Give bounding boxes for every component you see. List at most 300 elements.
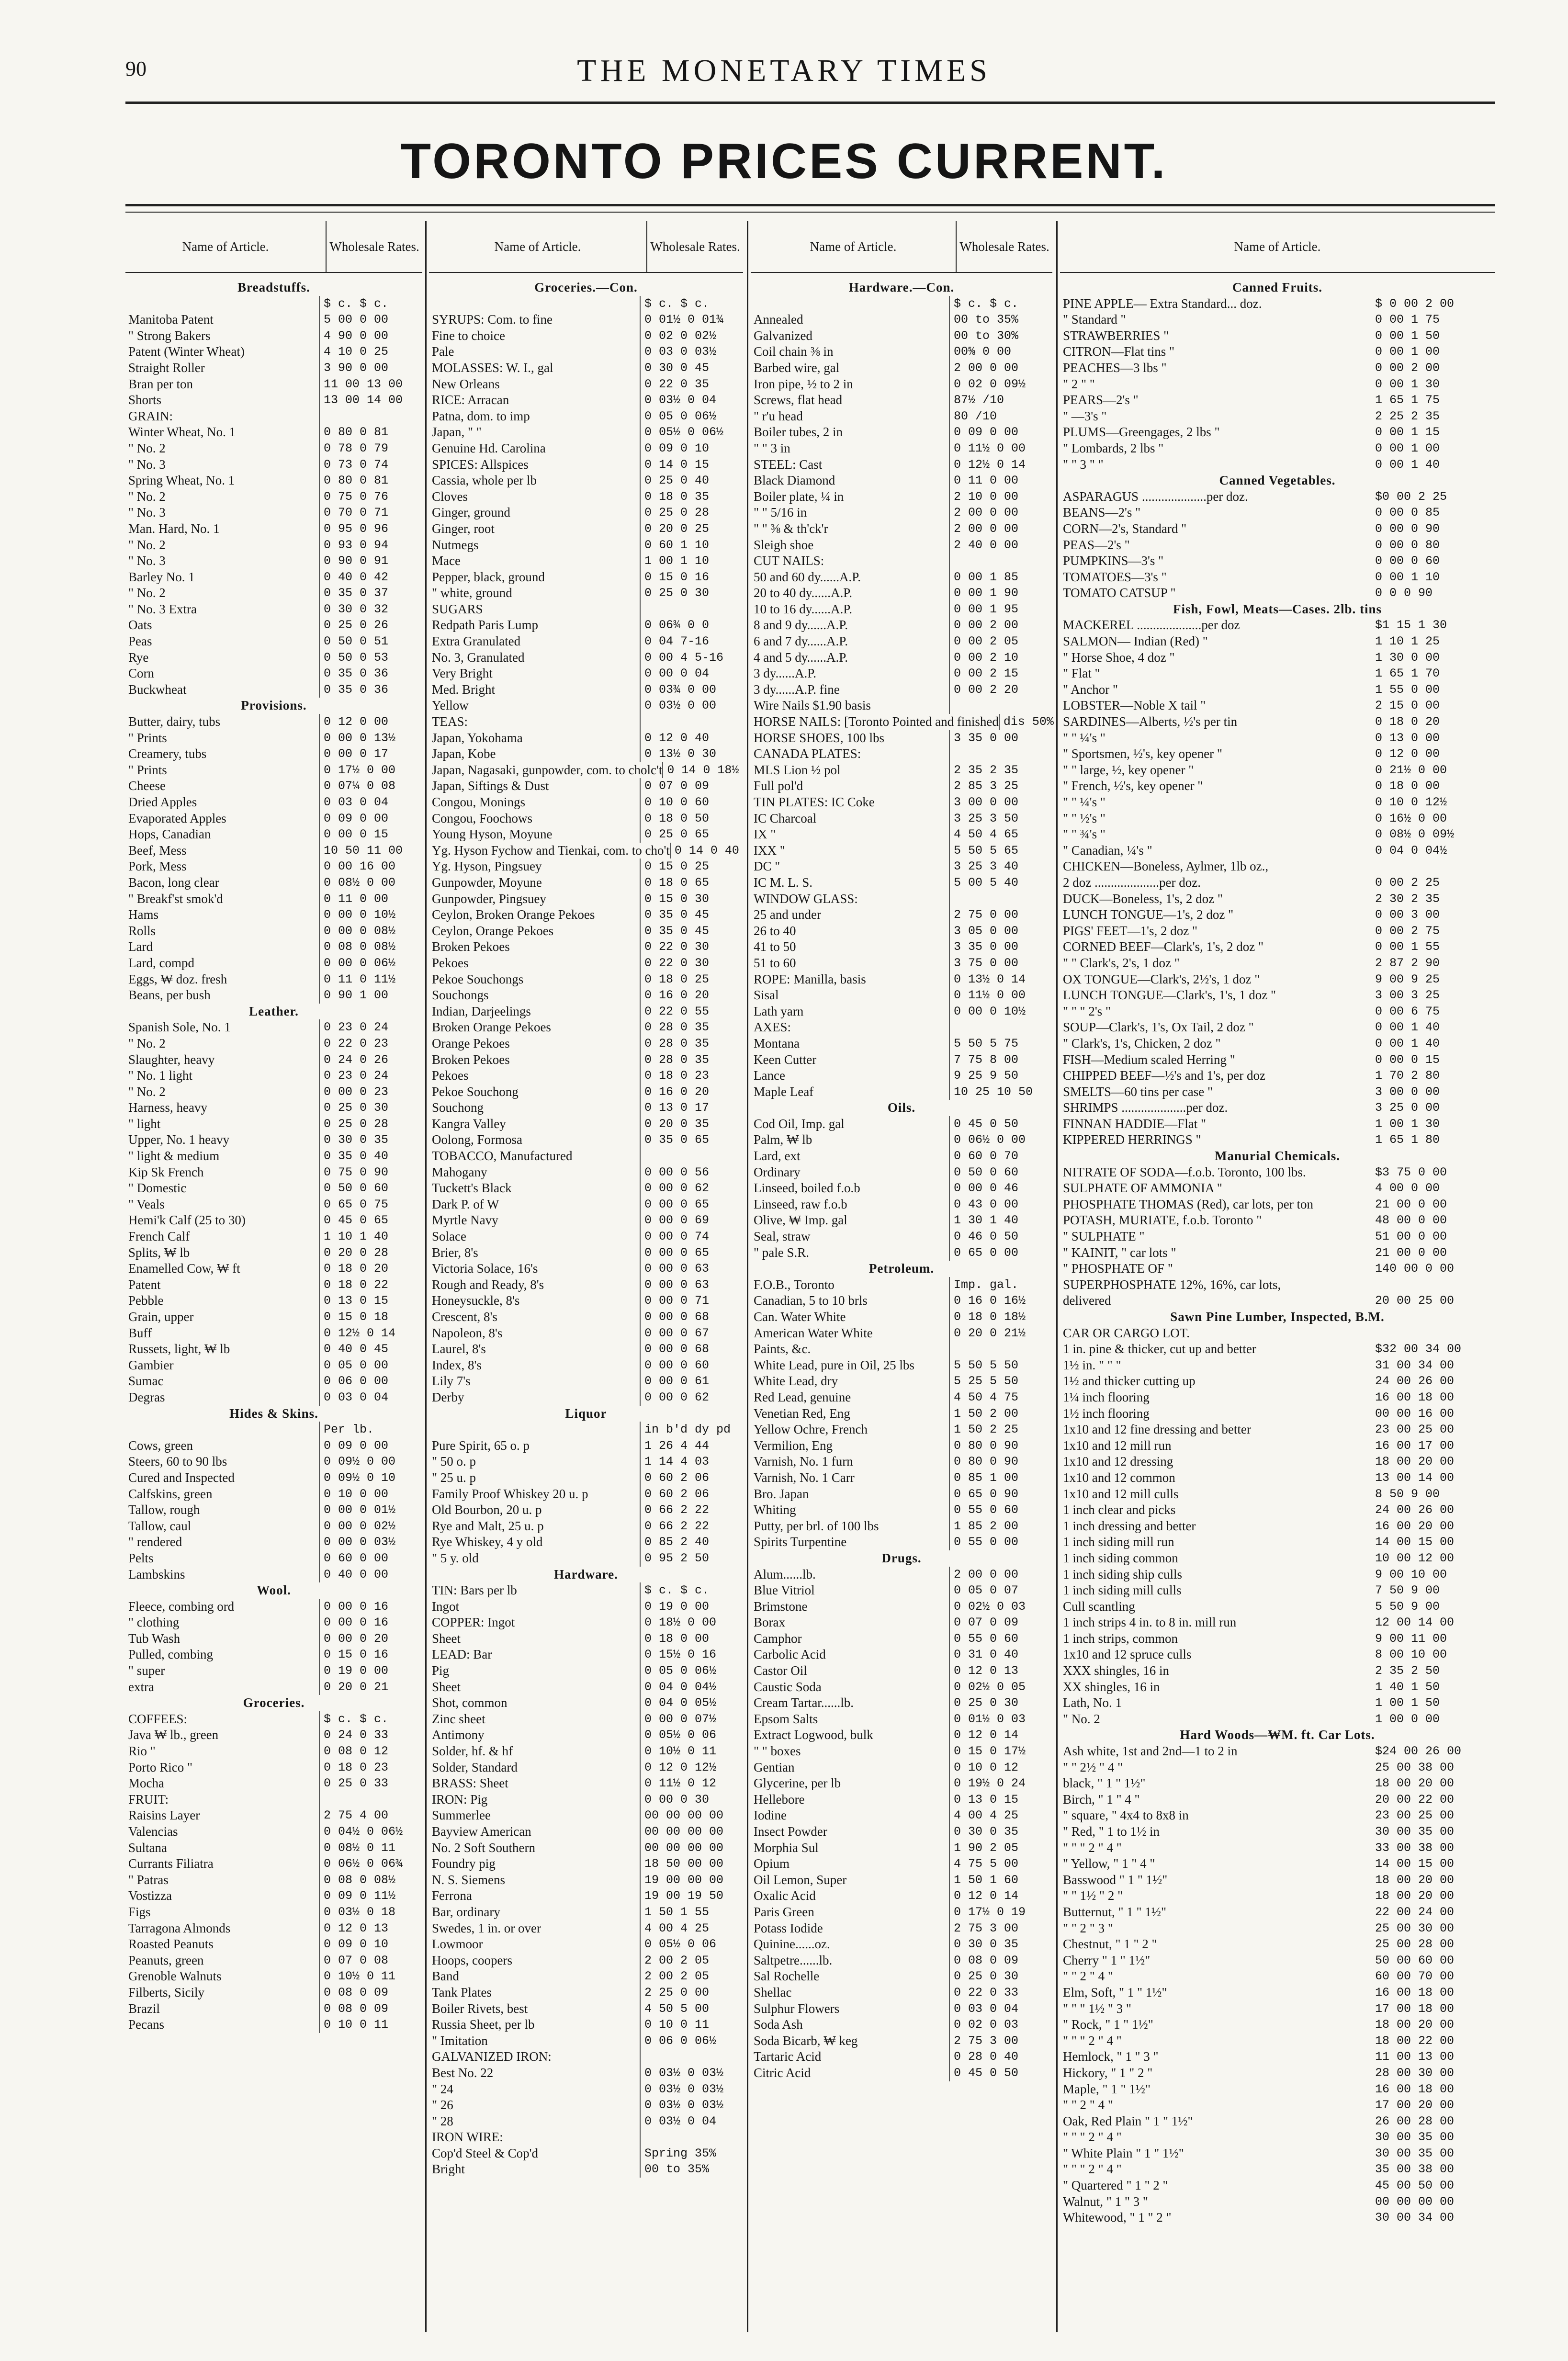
wholesale-rate: 35 00 38 00 [1375,2162,1455,2177]
article-name: Pekoe Souchong [432,1084,519,1099]
article-name: Hams [128,907,158,922]
price-row [1060,1807,1495,1824]
wholesale-rate: 0 18 0 65 [640,875,743,891]
wholesale-rate: 0 25 0 28 [319,1116,422,1132]
wholesale-rate: 0 00 0 80 [1375,538,1440,552]
article-name: Linseed, raw f.o.b [754,1197,847,1211]
running-head: THE MONETARY TIMES [577,53,991,88]
wholesale-rate: 0 05½ 0 06½ [640,424,743,441]
wholesale-rate: 0 00 1 10 [1375,570,1440,584]
article-name: CHIPPED BEEF—½'s and 1's, per doz [1063,1068,1265,1083]
price-row [125,296,422,312]
article-name: Mace [432,554,461,568]
article-name: Seal, straw [754,1229,811,1244]
wholesale-rate: 0 22 0 23 [319,1036,422,1052]
price-row [751,1807,1052,1824]
wholesale-rate: 5 50 5 50 [949,1357,1052,1374]
article-name: Cherry " 1 " 1½" [1063,1953,1151,1967]
article-name: Paints, &c. [754,1342,811,1356]
article-name: Best No. 22 [432,2065,494,2080]
wholesale-rate: 1 65 1 75 [1375,393,1440,407]
wholesale-rate: 0 03½ 0 18 [319,1904,422,1920]
price-row [1060,1406,1495,1422]
wholesale-rate: 0 80 0 90 [949,1454,1052,1470]
article-name: Dark P. of W [432,1197,499,1211]
price-row [429,2097,743,2113]
wholesale-rate: 0 11 0 00 [319,891,422,907]
price-row [429,633,743,650]
wholesale-rate: 0 22 0 30 [640,955,743,972]
price-row [1060,521,1495,537]
price-row [125,923,422,939]
price-row [429,1888,743,1904]
wholesale-rate: 0 07 0 08 [319,1953,422,1969]
wholesale-rate: 10 50 11 00 [319,843,422,859]
price-row [751,1711,1052,1728]
price-row [751,537,1052,554]
article-name: Fine to choice [432,328,505,343]
wholesale-rate: 0 09 0 00 [319,811,422,827]
price-row [751,328,1052,344]
article-name: Kangra Valley [432,1116,506,1131]
article-name: Castor Oil [754,1663,807,1678]
wholesale-rate: 11 00 13 00 [319,376,422,393]
article-name: PEARS—2's " [1063,393,1139,407]
price-row [1060,1599,1495,1615]
price-row [429,408,743,425]
header-rule [125,102,1495,104]
article-name: Lard, compd [128,955,194,970]
wholesale-rate: 0 66 2 22 [640,1518,743,1535]
article-name: Pekoes [432,1068,469,1083]
article-name: Solder, Standard [432,1760,518,1774]
price-row [125,1229,422,1245]
article-name: IXX " [754,843,785,858]
article-name: Patent [128,1277,161,1292]
article-name: " 2 " " [1063,376,1095,391]
article-name: Laurel, 8's [432,1342,486,1356]
article-name: Cheese [128,779,166,793]
wholesale-rate: 00 to 35% [640,2161,743,2178]
article-name: IRON WIRE: [432,2130,503,2145]
section-title: Breadstuffs. [237,280,310,294]
wholesale-rate [640,601,743,618]
article-name: " 26 [432,2098,453,2112]
price-row [125,328,422,344]
price-row [125,1631,422,1647]
article-name: Pecans [128,2017,164,2032]
wholesale-rate: 0 00 0 63 [640,1261,743,1277]
price-row [751,1695,1052,1711]
wholesale-rate: 12 00 14 00 [1375,1615,1455,1630]
article-name: Maple Leaf [754,1084,814,1099]
wholesale-rate: 0 28 0 40 [949,2049,1052,2065]
article-name: Band [432,1969,459,1984]
wholesale-rate: 0 16 0 16½ [949,1293,1052,1309]
wholesale-rate: 21 00 0 00 [1375,1197,1447,1211]
wholesale-rate: 0 11 0 00 [949,473,1052,489]
article-name: White Lead, dry [754,1374,838,1389]
price-row [1060,714,1495,730]
wholesale-rate: 4 10 0 25 [319,344,422,360]
price-row [125,537,422,554]
article-name: " No. 2 [128,441,166,455]
article-name: Extra Granulated [432,634,521,649]
price-row [125,955,422,972]
wholesale-rate: 0 14 0 15 [640,457,743,473]
article-name: " Domestic [128,1181,187,1196]
price-row [1060,1679,1495,1695]
wholesale-rate: 140 00 0 00 [1375,1262,1455,1276]
article-name: Whitewood, " 1 " 2 " [1063,2210,1172,2225]
article-name: " No. 3 [128,554,166,568]
price-row [429,2017,743,2033]
wholesale-rate: 0 00 2 00 [949,617,1052,633]
article-name: TEAS: [432,714,468,729]
article-name: Rye and Malt, 25 u. p [432,1518,544,1533]
wholesale-rate: 4 00 4 25 [949,1807,1052,1824]
article-name: Barley No. 1 [128,569,195,584]
price-row [1060,907,1495,923]
price-row [125,457,422,473]
price-row [1060,617,1495,633]
price-row [1060,939,1495,955]
article-name: " No. 2 [128,1036,166,1051]
wholesale-rate: 0 18 0 25 [640,972,743,988]
wholesale-rate: 0 18 0 23 [640,1068,743,1084]
wholesale-rate: 0 03½ 0 03½ [640,2097,743,2113]
article-name: Barbed wire, gal [754,360,840,375]
column-body [1060,280,1495,2226]
wholesale-rate: 0 12 0 13 [949,1663,1052,1679]
price-row [1060,1792,1495,1808]
price-row [429,859,743,875]
article-name: Iodine [754,1808,787,1823]
price-row [125,505,422,521]
price-row [125,1245,422,1261]
price-row [429,312,743,328]
article-name: MLS Lion ½ pol [754,762,841,777]
price-row [125,1985,422,2001]
price-row [429,1679,743,1695]
price-row [751,1148,1052,1164]
article-name: DUCK—Boneless, 1's, 2 doz " [1063,891,1223,906]
article-name: Harness, heavy [128,1100,207,1115]
wholesale-rate [949,698,1052,714]
price-row [1060,1100,1495,1116]
article-name: 1 inch siding common [1063,1550,1178,1565]
article-name: Rye [128,650,149,665]
price-row [1060,553,1495,569]
price-row [1060,2001,1495,2017]
wholesale-rate: 30 00 35 00 [1375,2130,1455,2145]
article-name: Tarragona Almonds [128,1920,231,1935]
wholesale-rate: 0 03½ 0 03½ [640,2081,743,2098]
article-name: Venetian Red, Eng [754,1406,850,1421]
article-name: Lath yarn [754,1004,804,1018]
wholesale-rate: $24 00 26 00 [1375,1744,1462,1759]
price-row [429,601,743,618]
article-name: Cop'd Steel & Cop'd [432,2146,538,2160]
price-row [751,296,1052,312]
wholesale-rate: 2 75 0 00 [949,907,1052,923]
wholesale-rate: 1 14 4 03 [640,1454,743,1470]
wholesale-rate: 20 00 25 00 [1375,1294,1455,1308]
price-row [125,1760,422,1776]
wholesale-rate: 0 13 0 17 [640,1100,743,1116]
article-name: Hellebore [754,1792,805,1807]
article-name: " " 5/16 in [754,505,807,520]
wholesale-rate: 0 05 0 07 [949,1582,1052,1599]
wholesale-rate: 0 22 0 33 [949,1985,1052,2001]
article-name: Filberts, Sicily [128,1985,205,2000]
price-row [125,489,422,505]
article-name: Winter Wheat, No. 1 [128,425,236,440]
price-row [429,1019,743,1036]
article-name: MACKEREL ....................per doz [1063,618,1240,633]
wholesale-rate: 9 25 9 50 [949,1068,1052,1084]
wholesale-rate: 0 15 0 16 [640,569,743,586]
article-name: 1 inch siding ship culls [1063,1567,1182,1582]
wholesale-rate: 0 05 0 00 [319,1357,422,1374]
price-row [751,1197,1052,1213]
price-row [125,1904,422,1920]
article-name: Rye Whiskey, 4 y old [432,1535,543,1549]
article-name: Grenoble Walnuts [128,1969,222,1984]
price-row [429,505,743,521]
wholesale-rate: 50 00 60 00 [1375,1953,1455,1967]
article-name: Broken Pekoes [432,1052,510,1067]
article-name: " No. 3 Extra [128,601,197,616]
price-row [751,569,1052,586]
page-title: TORONTO PRICES CURRENT. [400,134,1168,189]
price-row [751,1920,1052,1937]
price-row [751,1760,1052,1776]
price-row [125,344,422,360]
wholesale-rate: 3 25 3 50 [949,811,1052,827]
wholesale-rate: in b'd dy pd [640,1422,743,1438]
price-row [1060,2178,1495,2194]
wholesale-rate: $ c. $ c. [640,1582,743,1599]
article-name: Coil chain ⅜ in [754,344,834,359]
article-name: Buff [128,1325,152,1340]
price-row [751,714,1052,730]
wholesale-rate: 0 03¾ 0 00 [640,682,743,698]
price-row [1060,1631,1495,1647]
article-name: Souchongs [432,988,489,1003]
article-name: ROPE: Manilla, basis [754,972,866,986]
price-row [125,473,422,489]
article-name: Rough and Ready, 8's [432,1277,544,1292]
price-row [751,1389,1052,1406]
price-column-1 [125,221,422,2318]
wholesale-rate: 13 00 14 00 [319,392,422,408]
wholesale-rate: 0 78 0 79 [319,441,422,457]
article-name [429,296,640,312]
price-row [751,408,1052,425]
article-name: Walnut, " 1 " 3 " [1063,2194,1148,2209]
article-name: 1 inch siding mill run [1063,1535,1174,1549]
article-name: " super [128,1663,165,1678]
price-row [1060,746,1495,762]
wholesale-rate: 0 08 0 09 [319,1985,422,2001]
wholesale-rate: 00 00 00 00 [640,1840,743,1856]
section-title: Oils. [887,1100,916,1115]
wholesale-rate: 0 60 2 06 [640,1470,743,1486]
price-row [1060,1293,1495,1309]
article-name: 1x10 and 12 mill culls [1063,1486,1179,1501]
wholesale-rate: 23 00 25 00 [1375,1423,1455,1437]
article-name: Old Bourbon, 20 u. p [432,1502,542,1517]
price-row [125,1116,422,1132]
wholesale-rate: 0 01½ 0 03 [949,1711,1052,1728]
article-name: Pure Spirit, 65 o. p [432,1438,530,1453]
wholesale-rate: 80 /10 [949,408,1052,425]
wholesale-rate: 3 00 0 00 [949,794,1052,811]
article-name: Lowmoor [432,1937,483,1952]
section-title: Hides & Skins. [229,1406,318,1421]
price-row [429,682,743,698]
article-name: Evaporated Apples [128,811,226,825]
wholesale-rate: 4 00 4 25 [640,1920,743,1937]
article-name: Sulphur Flowers [754,2001,840,2016]
article-name: Congou, Foochows [432,811,533,825]
article-name: 1½ inch flooring [1063,1406,1150,1421]
wholesale-rate: 0 07 0 09 [949,1615,1052,1631]
price-row [751,1277,1052,1293]
wholesale-rate: 0 00 0 56 [640,1164,743,1181]
article-name: Pepper, black, ground [432,569,545,584]
price-row [1060,1856,1495,1872]
price-row [751,1567,1052,1583]
wholesale-rate: 8 50 9 00 [1375,1487,1440,1501]
wholesale-rate: 0 24 0 26 [319,1052,422,1068]
price-row [1060,1389,1495,1406]
price-row [1060,424,1495,441]
article-name: 20 to 40 dy......A.P. [754,586,853,600]
price-row [1060,376,1495,393]
price-row [751,2049,1052,2065]
price-row [1060,955,1495,972]
article-name: Black Diamond [754,473,835,488]
article-name: Summerlee [432,1808,491,1823]
price-row [125,1856,422,1872]
name-header: Name of Article. [429,221,647,272]
article-name: " " 3 in [754,441,790,455]
price-row [429,1743,743,1760]
price-row [751,1052,1052,1068]
article-name: LOBSTER—Noble X tail " [1063,698,1206,713]
article-name: SMELTS—60 tins per case " [1063,1084,1213,1099]
price-row [429,1615,743,1631]
price-row [1060,666,1495,682]
price-row [751,1663,1052,1679]
price-row [1060,408,1495,425]
article-name: 41 to 50 [754,939,796,954]
price-row [751,1116,1052,1132]
article-name: Palm, ₩ lb [754,1132,812,1147]
rates-header: Wholesale Rates. [959,239,1049,254]
price-row [429,328,743,344]
price-row [1060,843,1495,859]
wholesale-rate: 0 00 0 16 [319,1599,422,1615]
price-row [125,1470,422,1486]
price-row [429,778,743,794]
article-name: LUNCH TONGUE—Clark's, 1's, 1 doz " [1063,988,1276,1003]
article-name: Dried Apples [128,795,197,809]
price-row [429,2001,743,2017]
article-name: IX " [754,827,776,842]
price-row [429,1422,743,1438]
article-name: Zinc sheet [432,1711,485,1726]
wholesale-rate: 0 85 1 00 [949,1470,1052,1486]
article-name: GRAIN: [128,408,173,423]
price-row [751,312,1052,328]
price-row [1060,1052,1495,1068]
column-header [125,221,422,273]
wholesale-rate: 00 00 00 00 [1375,2194,1455,2209]
price-row [751,344,1052,360]
wholesale-rate: 25 00 28 00 [1375,1937,1455,1952]
wholesale-rate: 0 10 0 11 [640,2017,743,2033]
price-row [429,794,743,811]
price-row [125,1148,422,1164]
article-name: Peanuts, green [128,1953,204,1967]
price-row [125,1019,422,1036]
article-name: " " boxes [754,1744,801,1759]
wholesale-rate: 4 90 0 00 [319,328,422,344]
article-name [751,296,949,312]
price-row [1060,2097,1495,2113]
article-name: 26 to 40 [754,923,796,938]
wholesale-rate: 0 16 0 20 [640,987,743,1004]
article-name: Ginger, root [432,521,495,536]
price-row [125,1261,422,1277]
price-row [1060,2194,1495,2210]
article-name: FINNAN HADDIE—Flat " [1063,1116,1207,1131]
wholesale-rate: 2 35 2 50 [1375,1664,1440,1678]
price-row [1060,1036,1495,1052]
section-title: Provisions. [241,698,307,713]
article-name: Boiler plate, ¼ in [754,489,844,504]
article-name: F.O.B., Toronto [754,1277,835,1292]
wholesale-rate: 0 10½ 0 11 [319,1968,422,1985]
price-row [429,473,743,489]
wholesale-rate: 0 13½ 0 30 [640,746,743,762]
price-row [125,794,422,811]
wholesale-rate: 0 21½ 0 00 [1375,763,1447,777]
price-row [125,1824,422,1840]
wholesale-rate: 0 18 0 35 [640,489,743,505]
wholesale-rate: 0 15 0 17½ [949,1743,1052,1760]
wholesale-rate: 3 35 0 00 [949,730,1052,746]
article-name: Butternut, " 1 " 1½" [1063,1904,1167,1919]
article-name: Gunpowder, Pingsuey [432,891,546,906]
wholesale-rate: 0 00 0 06½ [319,955,422,972]
article-name: 1 inch strips 4 in. to 8 in. mill run [1063,1615,1237,1630]
wholesale-rate: 0 20 0 21½ [949,1325,1052,1342]
wholesale-rate: 0 93 0 94 [319,537,422,554]
price-row [125,1567,422,1583]
price-row [125,601,422,618]
price-row [1060,489,1495,505]
wholesale-rate: 1 40 1 50 [1375,1680,1440,1694]
price-row [751,891,1052,907]
article-name: Shorts [128,393,162,407]
wholesale-rate: 0 45 0 65 [319,1212,422,1229]
article-name: Ingot [432,1599,459,1614]
price-row [125,1052,422,1068]
